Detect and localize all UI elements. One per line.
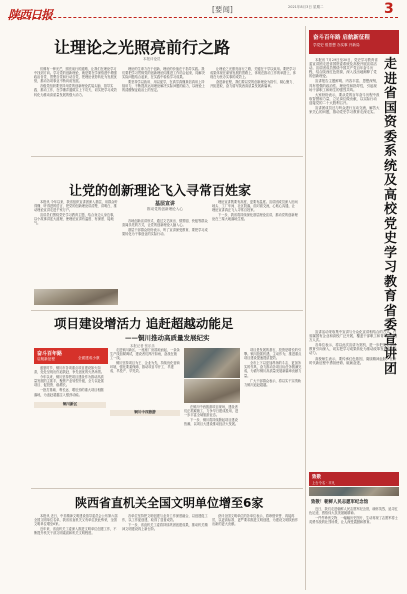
campaign-left-line1: 奋斗百年路: [37, 351, 63, 357]
article3-photo-2: [184, 379, 240, 403]
article3-photo-1: [184, 348, 240, 378]
article1-headline: 让理论之光照亮前行之路: [54, 38, 231, 57]
article3-tag-mid: 铜川中西旅游: [110, 410, 180, 416]
article4-col3: 获评全国文明单位的各单位表示，将珍惜荣誉、再接再厉，以更高标准、更严要求推进文明创建，为建设文明陕西作出新的更大贡献。: [212, 514, 299, 527]
article1-col3: 让理论之光照亮前行之路，关键在于学以致用。要把学习成果体现在谋划发展的思路上，体现在推动工作的举措上，体现在为民办实事的成效上。 奋进新征程，我们要以党的创新理论为指引，凝心聚力、开拓进取，奋力谱写陕西高质量发展新篇章。: [210, 67, 297, 89]
article3-col4: 项目是发展的基石，投资是增长的引擎。铜川抢抓机遇，主动作为，推进重点项目建设提速提质提效。 全市上下以更加昂扬的斗志、更加务实的作风，奋力推动各项目标任务圆满完成，为谱写铜川高质量发展新篇章贡献力量。 广大干部群众表示，将以实干实绩助力铜川追赶超越。: [244, 348, 302, 387]
article2-inner-heading: [122, 200, 208, 218]
article3-byline: 本报记者 张乐乐: [130, 344, 155, 348]
article2-bottom-rule: [31, 310, 303, 311]
article4-headline: 陕西省直机关全国文明单位增至6家: [75, 496, 264, 510]
tribute-caption: 致敬！朝鲜人民志愿军纪念馆: [311, 500, 369, 505]
article2-col3: 理论宣讲既要有高度，更要有温度。宣讲团成员深入田间地头、工厂车间、社区院落，面对面交流，心贴心沟通，让理论宣讲真正飞入寻常百姓家。 下一步，我省将持续深化基层理论宣讲，推动党的创新理论在三秦大地落地生根。: [212, 200, 298, 222]
tribute-banner: [309, 472, 399, 486]
right-column-text-2: 宣讲活动采取集中宣讲与分众化宣讲相结合的方式，在省属国有企业和高校广泛开展，覆盖干部职工和青年学生数万人次。 各单位表示，将以此次宣讲为契机，进一步把党史学习教育引向深入，切实把学习成果转化为推动改革发展的强大动力。 高校师生表示，要传承红色基因，赓续精神血脉，在新时代新征程中勇担使命、砥砺奋进。: [309, 330, 398, 365]
article2-headline: 让党的创新理论飞入寻常百姓家: [69, 184, 252, 199]
article1-col1: 仿佛有一种光芒，照亮前行的道路，让我们在理论学习中找到方向。学习党的创新理论，就是要在学深悟透中增强政治自觉、思想自觉和行动自觉，把理论优势转化为发展优势，推动各项事业不断向前发展。 各级党组织要坚持用党的创新理论武装头脑、指导实践、推动工作，在学懂弄通做实上下功夫，切实把学习成效转化为推动高质量发展的强大动力。: [34, 67, 117, 97]
campaign-line1: 奋斗百年路 启航新征程: [313, 35, 370, 41]
campaign-left-line2: 启航新征程: [37, 357, 55, 361]
article3-col3: 在铜川中西旅游项目现场，建设者们正抓紧施工，力争早日建成投用，进一步丰富全域旅游业态。 下一步，铜川将持续掀起项目建设热潮，以项目大建设推动经济大发展。: [184, 405, 239, 427]
section-label: [要闻]: [212, 5, 233, 14]
article4-col2: 各单位坚持把文明创建与业务工作深度融合，以创建促工作，以工作促创建，取得了显著成效。 下一步，省直机关工委将持续巩固创建成果，推动机关精神文明建设再上新台阶。: [122, 514, 208, 532]
article2-col2: 各地创新宣讲形式，通过文艺演出、情景剧、快板等群众喜闻乐见的方式，让党的创新理论入脑入心。 基层干部群众纷纷表示，听了宣讲深受教育，要把学习成果转化为干事创业的实际行动。: [122, 219, 208, 237]
campaign-box: [309, 30, 399, 54]
article1-col2: 理论的生命力在于创新，理论的价值在于指导实践。我们要把学习贯彻党的创新理论同推进工作结合起来，同解决实际问题结合起来，在实践中检验学习成果。 要坚持学以致用、用以促学，在真学真懂真信真用上持续用力，不断提高运用理论解决实际问题的能力，以理论上的清醒保证政治上的坚定。: [122, 67, 205, 93]
article1-bottom-rule: [31, 156, 303, 157]
article3-headline: 项目建设增活力 追赶超越动能足: [54, 316, 234, 331]
article3-tag-left: 铜川新区: [34, 402, 106, 408]
article3-bottom-rule: [31, 488, 303, 489]
article3-col2: 走进铜川新区，一座座厂房拔地而起，一条条生产线加紧调试，建设者们挥汗如雨，奋战在施工一线。 铜川坚持项目为王、企业为先，持续优化营商环境，强化要素保障，推动项目早开工、早建成、早投产、早见效。: [110, 348, 180, 374]
article2-photo: [34, 289, 118, 305]
issue-date: 2021年8月3日 星期二: [288, 5, 324, 9]
article1-byline: 本报评论员: [143, 57, 161, 61]
campaign-line2: 学党史 悟思想 办实事 开新局: [313, 43, 360, 47]
tribute-line2: 上台令名 · 平凡: [312, 481, 335, 485]
article4-col1: 本报讯 近日，中央精神文明建设指导委员会公布第六届全国文明单位名单，我省省直机关又有单位获此殊荣，全国文明单位增至6家。 近年来，省直机关工委深入推进文明单位创建工作，不断提升机关干部文明素质和机关文明程度。: [34, 514, 118, 536]
tribute-photo: [309, 487, 399, 496]
right-column-text: 本报讯 7月29日至30日，党史学习教育省委宣讲团走进省国资委系统及高校开展宣讲活动。宣讲团成员围绕中国共产党百年奋斗历程，结合陕西红色资源，深入浅出地阐释了党的创新理论。 宣讲报告主题鲜明、内容丰富、思想深刻，具有很强的政治性、理论性和指导性，引起现场干部职工和师生的强烈共鸣。 大家纷纷表示，要从党的百年奋斗历程中汲取智慧和力量，立足岗位做贡献，以实际行动迎接党的二十大胜利召开。 宣讲团成员还与听众进行互动交流，解答大家关心的问题，推动党史学习教育走深走实。: [309, 58, 380, 115]
article3-subheadline: ——铜川推动高质量发展纪实: [125, 334, 210, 342]
right-vertical-headline: 走进省国资委系统及高校党史学习教育省委宣讲团: [384, 57, 398, 377]
column-divider: [305, 26, 306, 590]
article3-col1: 盛夏时节，铜川市各项重点项目建设如火如荼，处处呈现出你追我赶、争先创优的火热场景。 今年以来，铜川坚持把项目建设作为推动高质量发展的主抓手，聚焦产业转型升级，全力以赴抓项目、促投资、稳增长。 一批打基础、利长远、增后劲的重大项目相继落地，为追赶超越注入强劲动能。: [34, 366, 105, 397]
article2-col1: 本报讯 今年以来，我省组织宣讲团深入基层，用群众听得懂、听得进的语言，把党的创新理论讲清楚、讲明白，推动理论宣讲走进千家万户。 宣讲员们围绕党史学习教育主题，结合身边人身边事，以小故事讲述大道理，使理论宣讲有温度、有深度、接地气。: [34, 200, 118, 226]
inner-title: 基层宣讲: [154, 201, 175, 207]
masthead-logo: [8, 4, 68, 22]
page-number: 3: [384, 1, 394, 17]
tribute-line1: 致敬: [312, 475, 321, 480]
newspaper-logo: 陕西日报: [8, 8, 53, 22]
header-divider: [8, 17, 398, 19]
campaign-left-tag: 全面建成小康: [78, 356, 100, 360]
inner-subtitle: 推动党的创新理论入心: [147, 207, 183, 211]
tribute-text: 近日，我们走进朝鲜人民志愿军纪念馆，缅怀英烈，追寻红色足迹，感悟伟大抗美援朝精神。 一件件珍贵文物、一幅幅历史图片，生动再现了志愿军将士英勇作战的壮烈场景，让人深受震撼和教育。: [309, 507, 398, 525]
